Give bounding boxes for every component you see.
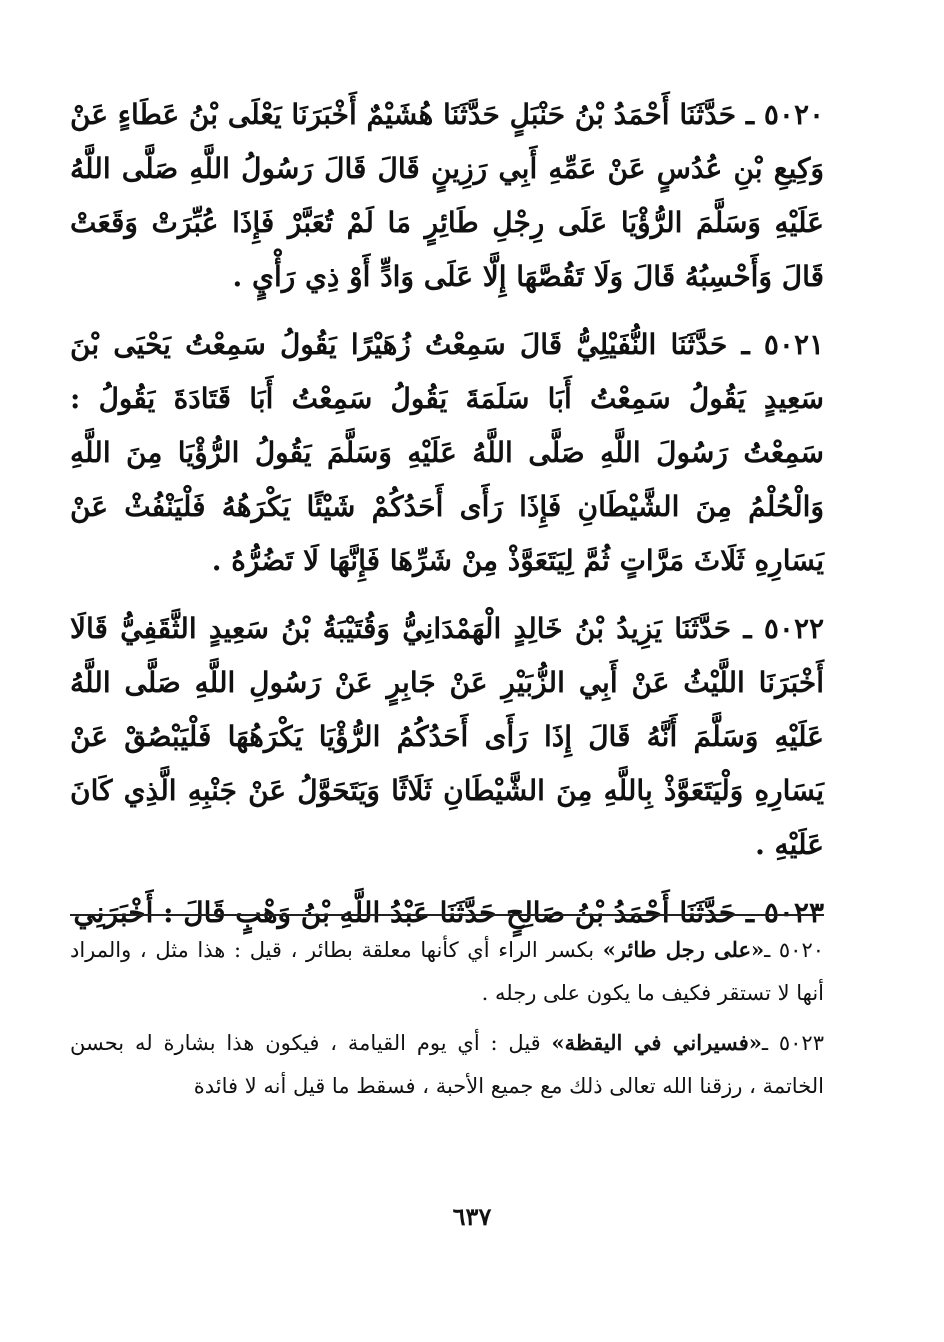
footnote-5023 bbox=[70, 1021, 824, 1108]
footnote-5020 bbox=[70, 928, 824, 1015]
hadith-number: ٥٠٢٠ ـ bbox=[745, 98, 825, 131]
hadith-text: حَدَّثَنَا أَحْمَدُ بْنُ صَالِحٍ حَدَّثَنَا عَبْدُ اللَّهِ بْنُ وَهْبٍ قَالَ : أَخْبَرَنِي bbox=[73, 896, 737, 929]
hadith-number: ٥٠٢١ ـ bbox=[741, 328, 825, 361]
footnote-text: بكسر الراء أي كأنها معلقة بطائر ، قيل : هذا مثل ، والمراد أنها لا تستقر فكيف ما يكون على رجله . bbox=[70, 938, 824, 1005]
hadith-5021 bbox=[70, 318, 824, 588]
footnote-divider bbox=[70, 914, 824, 916]
main-text bbox=[70, 88, 824, 954]
footnote-quote: «فسيراني في اليقظة» bbox=[551, 1030, 762, 1055]
hadith-5022 bbox=[70, 602, 824, 872]
hadith-text: حَدَّثَنَا النُّفَيْلِيُّ قَالَ سَمِعْتُ زُهَيْرًا يَقُولُ سَمِعْتُ يَحْيَى بْنَ سَعِيدٍ يَقُولُ سَمِعْتُ أَبَا سَلَمَةَ يَقُولُ سَمِعْتُ أَبَا قَتَادَةَ يَقُولُ : سَمِعْتُ رَسُولَ اللَّهِ صَلَّى اللَّهُ عَلَيْهِ وَسَلَّمَ يَقُولُ الرُّؤْيَا مِنَ اللَّهِ وَالْحُلْمُ مِنَ الشَّيْطَانِ فَإِذَا رَأَى أَحَدُكُمْ شَيْئًا يَكْرَهُهُ فَلْيَنْفُثْ عَنْ يَسَارِهِ ثَلَاثَ مَرَّاتٍ ثُمَّ لِيَتَعَوَّذْ مِنْ شَرِّهَا فَإِنَّهَا لَا تَضُرُّهُ . bbox=[70, 328, 824, 577]
hadith-text: حَدَّثَنَا يَزِيدُ بْنُ خَالِدٍ الْهَمْدَانِيُّ وَقُتَيْبَةُ بْنُ سَعِيدٍ الثَّقَفِيُّ قَالَا أَخْبَرَنَا اللَّيْثُ عَنْ أَبِي الزُّبَيْرِ عَنْ جَابِرٍ عَنْ رَسُولِ اللَّهِ صَلَّى اللَّهُ عَلَيْهِ وَسَلَّمَ أَنَّهُ قَالَ إِذَا رَأَى أَحَدُكُمُ الرُّؤْيَا يَكْرَهُهَا فَلْيَبْصُقْ عَنْ يَسَارِهِ وَلْيَتَعَوَّذْ بِاللَّهِ مِنَ الشَّيْطَانِ ثَلَاثًا وَيَتَحَوَّلُ عَنْ جَنْبِهِ الَّذِي كَانَ عَلَيْهِ . bbox=[70, 612, 824, 861]
footnote-number: ٥٠٢٣ ـ bbox=[761, 1031, 824, 1055]
footnotes bbox=[70, 928, 824, 1114]
footnote-number: ٥٠٢٠ ـ bbox=[764, 938, 825, 962]
page-number: ٦٣٧ bbox=[452, 1202, 492, 1231]
hadith-number: ٥٠٢٣ ـ bbox=[745, 896, 824, 929]
footnote-quote: «على رجل طائر» bbox=[602, 937, 765, 962]
hadith-text: حَدَّثَنَا أَحْمَدُ بْنُ حَنْبَلٍ حَدَّثَنَا هُشَيْمٌ أَخْبَرَنَا يَعْلَى بْنُ عَطَاءٍ عَنْ وَكِيعِ بْنِ عُدُسٍ عَنْ عَمِّهِ أَبِي رَزِينٍ قَالَ قَالَ رَسُولُ اللَّهِ صَلَّى اللَّهُ عَلَيْهِ وَسَلَّمَ الرُّؤْيَا عَلَى رِجْلِ طَائِرٍ مَا لَمْ تُعَبَّرْ فَإِذَا عُبِّرَتْ وَقَعَتْ قَالَ وَأَحْسِبُهُ قَالَ وَلَا تَقُصَّهَا إِلَّا عَلَى وَادٍّ أَوْ ذِي رَأْيٍ . bbox=[70, 98, 824, 293]
hadith-5020 bbox=[70, 88, 824, 304]
footnote-text: قيل : أي يوم القيامة ، فيكون هذا بشارة له بحسن الخاتمة ، رزقنا الله تعالى ذلك مع جميع الأحبة ، فسقط ما قيل أنه لا فائدة bbox=[70, 1031, 824, 1098]
hadith-number: ٥٠٢٢ ـ bbox=[743, 612, 825, 645]
